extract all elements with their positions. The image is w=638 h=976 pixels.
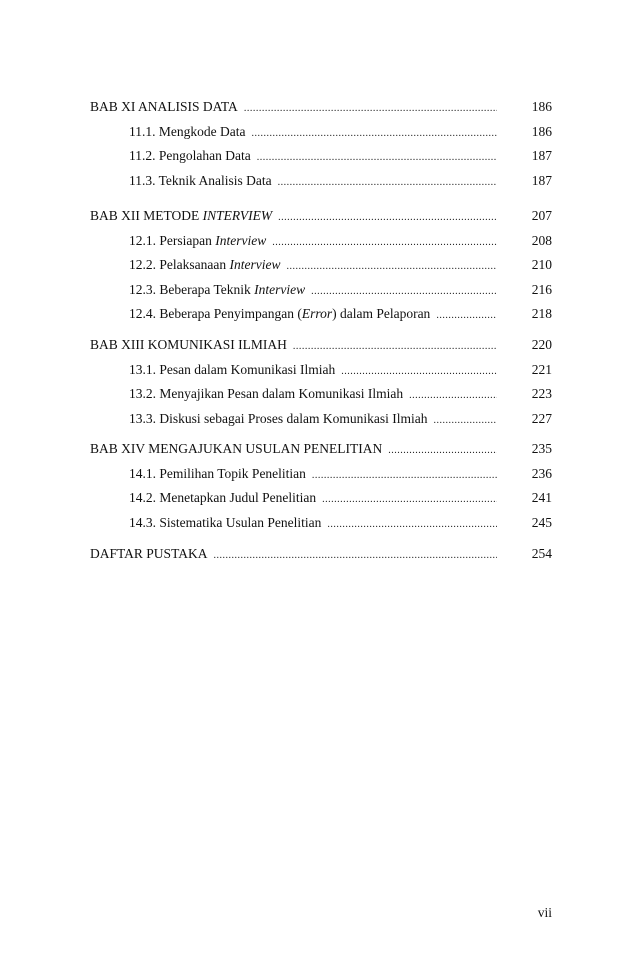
toc-page-number: 235 (531, 441, 552, 456)
dot-leader (293, 335, 497, 360)
toc-page-number: 186 (531, 123, 552, 139)
toc-entry-label: 13.2. Menyajikan Pesan dalam Komunikasi Ilmiah (129, 386, 404, 401)
toc-entry-label: 14.3. Sistematika Usulan Penelitian (129, 514, 322, 530)
dot-leader (251, 122, 497, 147)
dot-leader (409, 384, 497, 409)
toc-subentry-row[interactable] (0, 462, 638, 487)
toc-page-number: 241 (531, 490, 552, 505)
toc-subentry-row[interactable] (0, 382, 638, 407)
toc-entry-label: 12.3. Beberapa Teknik Interview (129, 281, 306, 297)
dot-leader (278, 171, 497, 196)
toc-subentry-row[interactable] (0, 302, 638, 327)
dot-leader (213, 544, 497, 569)
toc-page-number: 216 (531, 281, 552, 297)
dot-leader (244, 97, 497, 122)
toc-page-number: 245 (531, 514, 552, 530)
dot-leader (272, 231, 497, 256)
toc-subentry-row[interactable] (0, 169, 638, 194)
toc-page-number: 223 (531, 386, 552, 401)
toc-entry-label: 11.3. Teknik Analisis Data (129, 172, 272, 188)
dot-leader (388, 439, 497, 464)
toc-page-number: 186 (531, 99, 552, 114)
toc-page-number: 187 (531, 172, 552, 188)
dot-leader (341, 360, 497, 385)
toc-entry-label: 11.1. Mengkode Data (129, 123, 246, 139)
toc-subentry-row[interactable] (0, 253, 638, 278)
toc-page-number: 221 (531, 361, 552, 377)
toc-page-number: 187 (531, 148, 552, 163)
dot-leader (286, 255, 497, 280)
toc-entry-label: BAB XIV MENGAJUKAN USULAN PENELITIAN (90, 441, 383, 456)
dot-leader (257, 146, 497, 171)
toc-entry-label: 14.1. Pemilihan Topik Penelitian (129, 465, 306, 481)
dot-leader (433, 409, 497, 434)
toc-page-number: 220 (531, 337, 552, 352)
toc-subentry-row[interactable] (0, 229, 638, 254)
toc-entry-label: 12.4. Beberapa Penyimpangan (Error) dalam Pelaporan (129, 306, 431, 321)
dot-leader (311, 280, 497, 305)
toc-chapter-row[interactable] (0, 437, 638, 462)
toc-entry-label: BAB XII METODE INTERVIEW (90, 208, 273, 223)
toc-subentry-row[interactable] (0, 144, 638, 169)
toc-entry-label: 11.2. Pengolahan Data (129, 148, 251, 163)
toc-page-number: 208 (531, 232, 552, 248)
toc-entry-label: 12.2. Pelaksanaan Interview (129, 257, 281, 272)
toc-page-number: 207 (531, 208, 552, 223)
toc-subentry-row[interactable] (0, 358, 638, 383)
toc-chapter-row[interactable] (0, 333, 638, 358)
toc-page-number: 254 (531, 546, 552, 561)
toc-entry-label: 14.2. Menetapkan Judul Penelitian (129, 490, 317, 505)
toc-entry-label: 13.3. Diskusi sebagai Proses dalam Komunikasi Ilmiah (129, 410, 428, 426)
toc-entry-label: BAB XI ANALISIS DATA (90, 99, 238, 114)
toc-subentry-row[interactable] (0, 486, 638, 511)
toc-chapter-row[interactable] (0, 542, 638, 567)
dot-leader (327, 513, 497, 538)
toc-section (0, 542, 638, 567)
dot-leader (436, 304, 497, 329)
toc-chapter-row[interactable] (0, 95, 638, 120)
toc-entry-label: BAB XIII KOMUNIKASI ILMIAH (90, 337, 287, 352)
dot-leader (278, 206, 497, 231)
dot-leader (312, 464, 497, 489)
toc-section (0, 333, 638, 431)
dot-leader (322, 488, 497, 513)
toc-subentry-row[interactable] (0, 407, 638, 432)
toc-entry-label: 13.1. Pesan dalam Komunikasi Ilmiah (129, 361, 336, 377)
toc-section (0, 437, 638, 535)
toc-page-number: 218 (531, 306, 552, 321)
toc-page-number: 210 (531, 257, 552, 272)
page-number: vii (537, 905, 552, 920)
toc-section (0, 204, 638, 327)
toc-subentry-row[interactable] (0, 511, 638, 536)
toc-chapter-row[interactable] (0, 204, 638, 229)
toc-section (0, 95, 638, 193)
toc-page-number: 227 (531, 410, 552, 426)
toc-page-number: 236 (531, 465, 552, 481)
toc-subentry-row[interactable] (0, 120, 638, 145)
toc-entry-label: 12.1. Persiapan Interview (129, 232, 267, 248)
toc-entry-label: DAFTAR PUSTAKA (90, 546, 208, 561)
toc-subentry-row[interactable] (0, 278, 638, 303)
